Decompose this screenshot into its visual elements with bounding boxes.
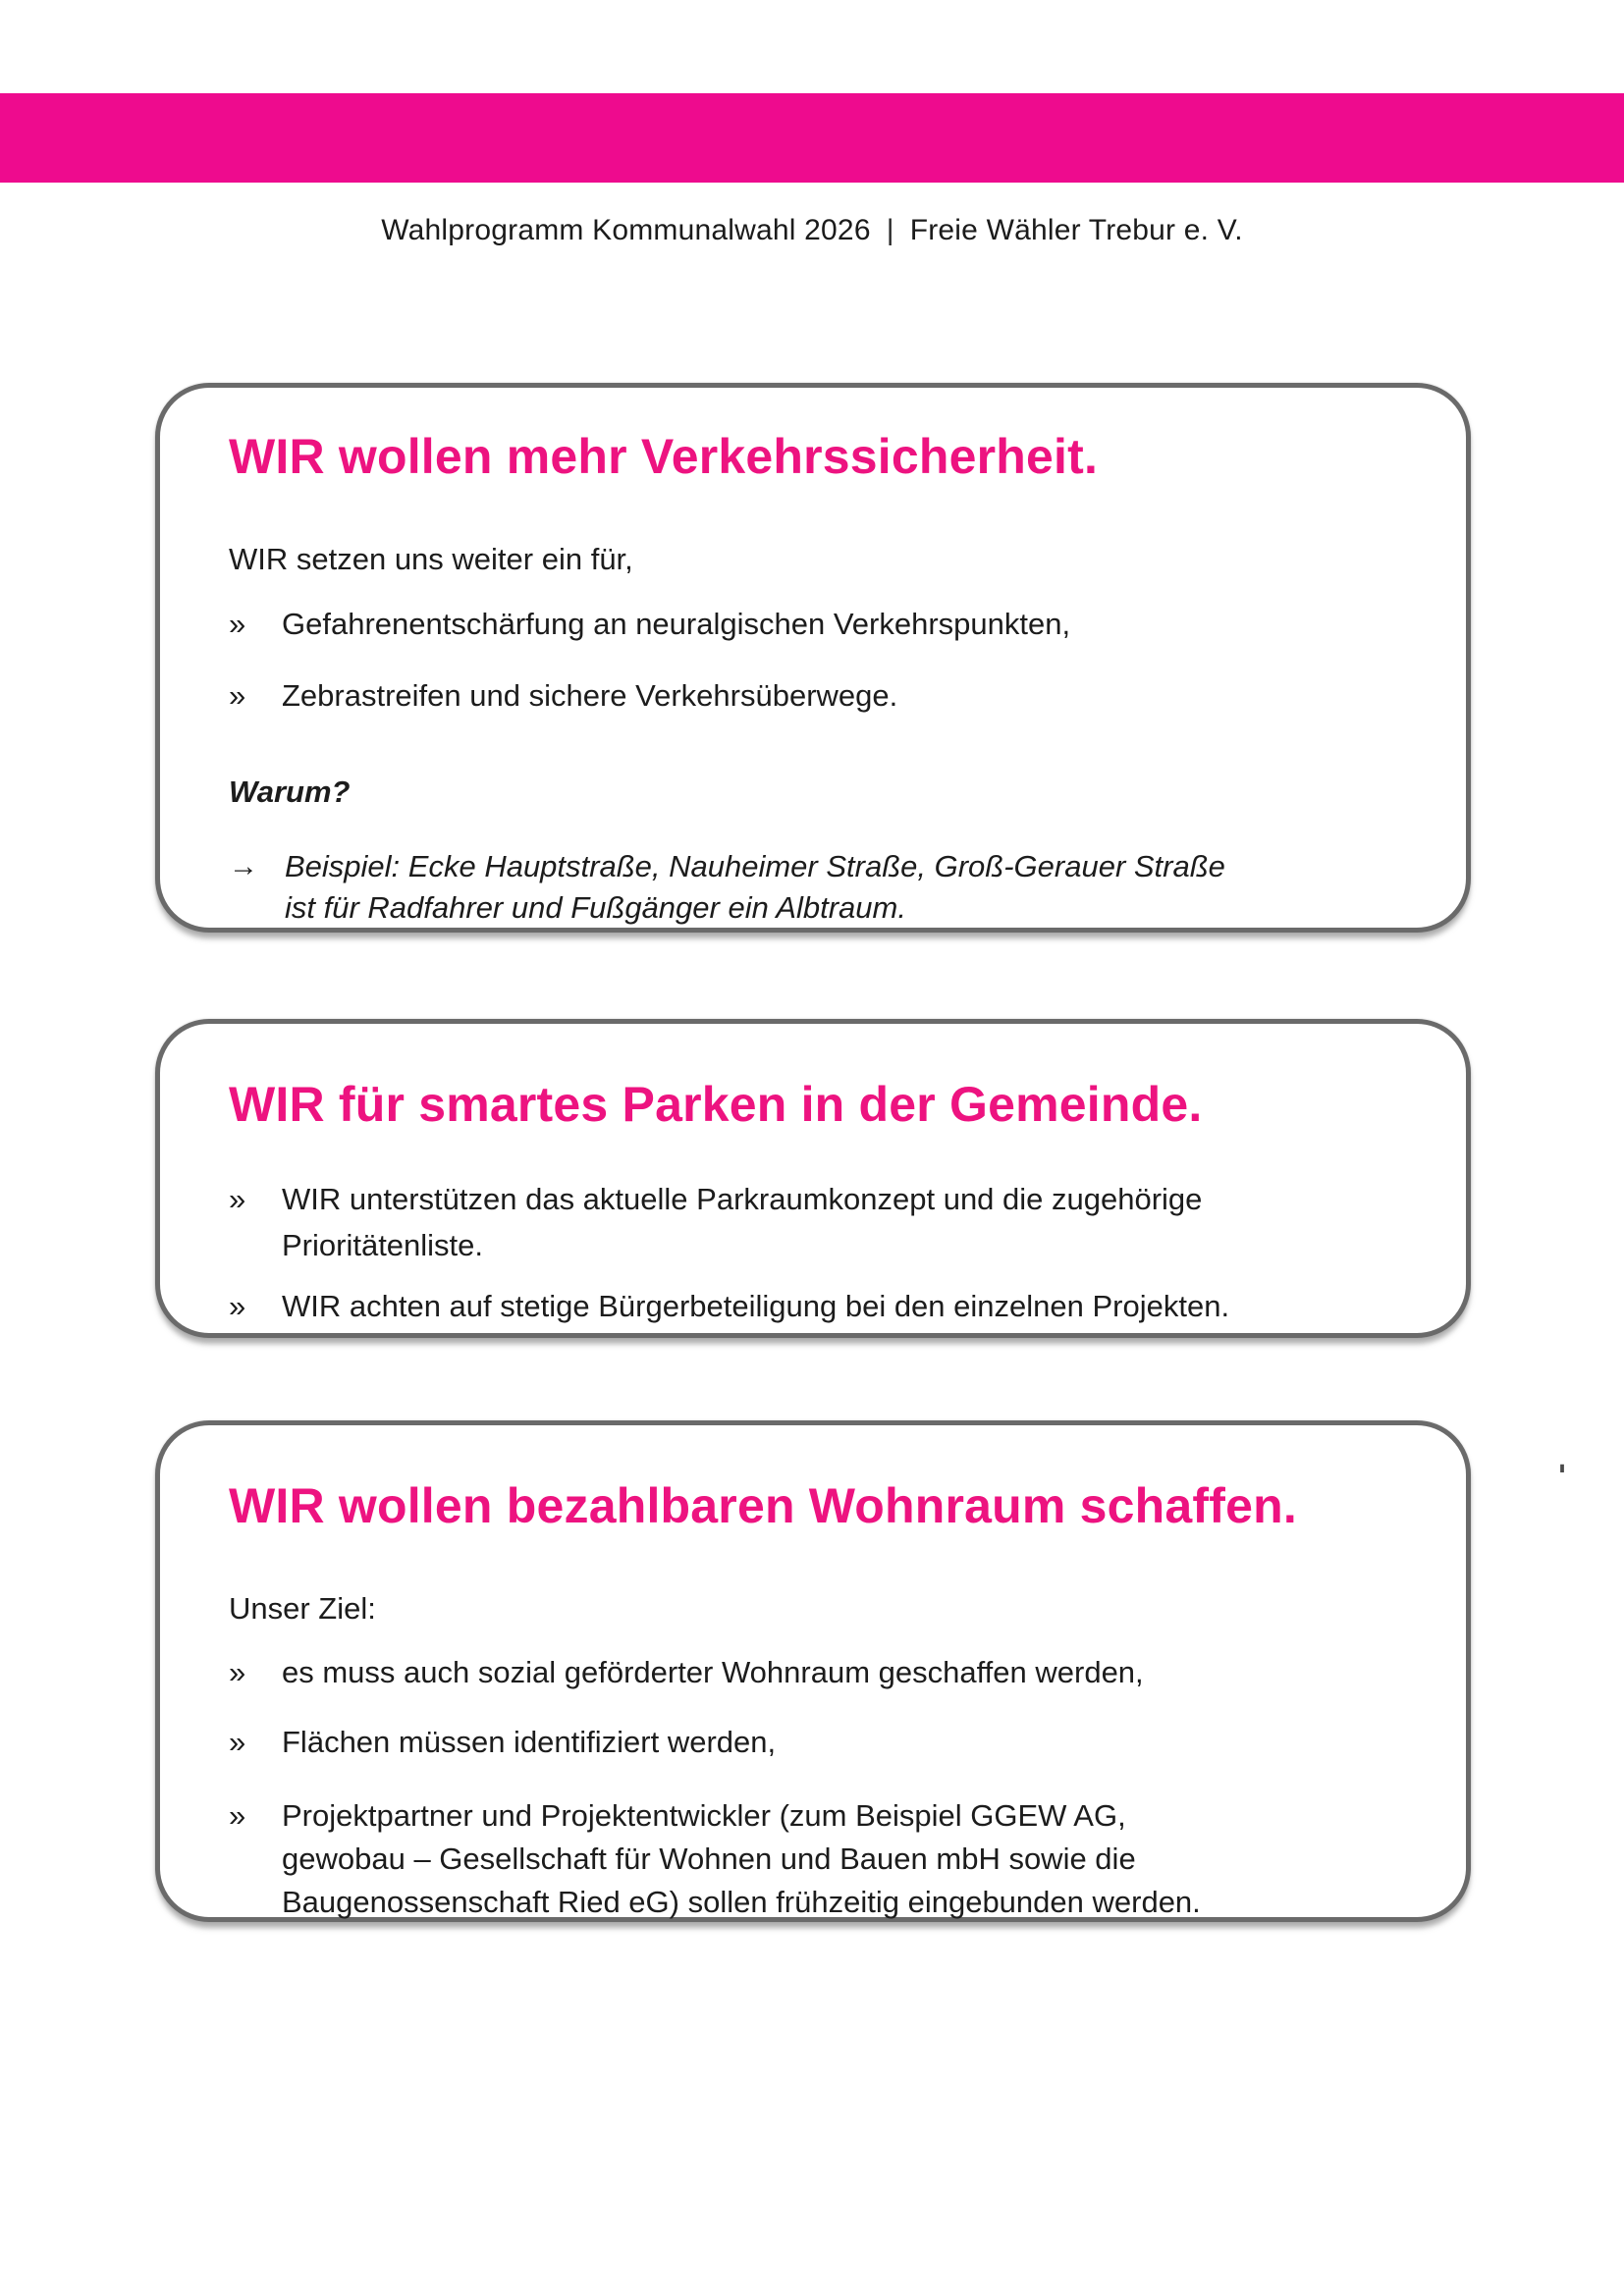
bullet-line: WIR unterstützen das aktuelle Parkraumkonzept und die zugehörige [282,1182,1203,1216]
stray-mark-artifact: ' [1553,1460,1572,1494]
bullet-item [229,677,1380,716]
bullet-text [282,1794,1380,1924]
bullet-text: Gefahrenentschärfung an neuralgischen Verkehrspunkten, [282,607,1071,642]
question-label: Warum? [229,774,351,809]
section-intro: Unser Ziel: [229,1591,376,1626]
guillemet-bullet-icon: » [229,677,246,713]
header-separator: | [886,214,894,246]
example-item [229,846,1380,931]
section-heading: WIR für smartes Parken in der Gemeinde. [229,1077,1203,1132]
bullet-item [229,1724,1380,1762]
guillemet-bullet-icon: » [229,607,246,642]
organization-name: Freie Wähler Trebur e. V. [909,214,1243,246]
guillemet-bullet-icon: » [229,1724,246,1759]
example-line: ist für Radfahrer und Fußgänger ein Albtraum. [285,890,906,926]
bullet-item [229,1288,1380,1326]
document-header-line [0,214,1624,247]
bullet-line: gewobau – Gesellschaft für Wohnen und Bauen mbH sowie die [282,1841,1136,1876]
bullet-item [229,1654,1380,1692]
arrow-icon: → [229,849,258,882]
bullet-line: Projektpartner und Projektentwickler (zum Beispiel GGEW AG, [282,1797,1126,1833]
guillemet-bullet-icon: » [229,1655,246,1690]
section-heading: WIR wollen bezahlbaren Wohnraum schaffen. [229,1478,1297,1533]
section-card-wohnraum [155,1420,1471,1922]
guillemet-bullet-icon: » [229,1289,246,1323]
program-title: Wahlprogramm Kommunalwahl 2026 [381,214,871,246]
guillemet-bullet-icon: » [229,1797,246,1833]
guillemet-bullet-icon: » [229,1182,246,1216]
bullet-text: Zebrastreifen und sichere Verkehrsüberwege. [282,677,898,713]
bullet-text: WIR achten auf stetige Bürgerbeteiligung bei den einzelnen Projekten. [282,1289,1230,1323]
bullet-item [229,1177,1380,1268]
section-card-verkehrssicherheit [155,383,1471,933]
magenta-header-bar [0,93,1624,183]
section-heading: WIR wollen mehr Verkehrssicherheit. [229,429,1099,484]
bullet-line: Prioritätenliste. [282,1227,484,1262]
bullet-line: Baugenossenschaft Ried eG) sollen frühzeitig eingebunden werden. [282,1884,1201,1919]
bullet-text: es muss auch sozial geförderter Wohnraum geschaffen werden, [282,1655,1144,1690]
section-intro: WIR setzen uns weiter ein für, [229,542,633,576]
bullet-item [229,606,1380,644]
bullet-text [282,1177,1380,1268]
section-card-smartes-parken [155,1019,1471,1338]
example-text [285,846,1225,931]
example-line: Beispiel: Ecke Hauptstraße, Nauheimer Straße, Groß-Gerauer Straße [285,848,1225,883]
bullet-item [229,1794,1380,1924]
bullet-text: Flächen müssen identifiziert werden, [282,1724,777,1759]
